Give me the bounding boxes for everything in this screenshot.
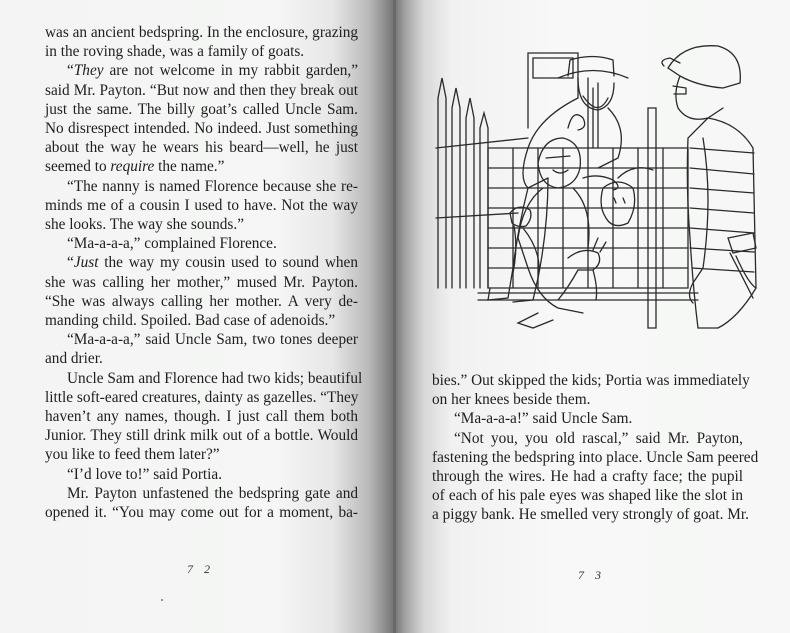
text-line: you like to feed them later?” (45, 446, 220, 464)
book-gutter (393, 0, 396, 633)
text-line: little soft-eared creatures, dainty as gazelles. “They (45, 388, 359, 406)
page-number-right: 7 3 (578, 568, 605, 582)
text-line: a piggy bank. He smelled very strongly of goat. Mr. (432, 506, 749, 524)
text-line: and drier. (45, 350, 103, 368)
goat-pen-illustration (418, 38, 758, 338)
text-line: No disrespect intended. No indeed. Just something (45, 120, 358, 138)
page-number-left: 7 2 (187, 562, 214, 576)
text-line: “Not you, you old rascal,” said Mr. Payton, (454, 429, 743, 447)
text-line: minds me of a cousin I used to have. Not the way (45, 196, 358, 214)
text-line: seemed to require the name.” (45, 158, 225, 176)
text-line: about the way he wears his beard—well, he just (45, 139, 358, 157)
text-line: Mr. Payton unfastened the bedspring gate and (67, 484, 358, 502)
text-line: through the wires. He had a crafty face; the pupil (432, 468, 743, 486)
text-line: was an ancient bedspring. In the enclosure, grazing (45, 24, 359, 41)
text-line: “Ma-a-a-a,” said Uncle Sam, two tones deeper (67, 331, 358, 349)
text-line: just the same. The billy goat’s called Uncle Sam. (45, 100, 358, 118)
text-line: on her knees beside them. (432, 391, 591, 409)
text-line: “Ma-a-a-a,” complained Florence. (67, 235, 277, 253)
text-line: “I’d love to!” said Portia. (67, 465, 223, 483)
paper-speck (161, 599, 163, 601)
text-line: haven’t any names, though. I just call them both (45, 408, 358, 426)
left-page-text (45, 23, 363, 522)
illustration-drawing (418, 38, 758, 338)
text-line: “Just the way my cousin used to sound when (67, 254, 358, 272)
emphasized-word: require (110, 158, 155, 176)
emphasized-word: Just (73, 254, 99, 272)
text-line: bies.” Out skipped the kids; Portia was immediately (432, 372, 750, 389)
text-line: she looks. The way she sounds.” (45, 216, 244, 234)
text-line: she was calling her mother,” mused Mr. Payton. (45, 273, 358, 291)
emphasized-word: They (73, 62, 104, 80)
right-page-text (432, 371, 759, 525)
text-line: Junior. They still drink milk out of a bottle. Would (45, 427, 358, 445)
text-line: “Ma-a-a-a!” said Uncle Sam. (454, 410, 633, 428)
text-line: Uncle Sam and Florence had two kids; beautiful (67, 369, 363, 387)
text-line: said Mr. Payton. “But now and then they break out (45, 81, 358, 99)
text-line: “She was always calling her mother. A very de- (45, 292, 358, 310)
text-line: of each of his pale eyes was shaped like the slot in (432, 487, 743, 505)
text-line: “They are not welcome in my rabbit garden,” (67, 62, 358, 80)
text-line: in the roving shade, was a family of goats. (45, 43, 305, 61)
text-line: fastening the bedspring into place. Uncle Sam peered (432, 448, 759, 466)
text-line: opened it. “You may come out for a moment, ba- (45, 504, 358, 522)
text-line: “The nanny is named Florence because she re- (67, 177, 358, 195)
text-line: manding child. Spoiled. Bad case of adenoids.” (45, 312, 336, 330)
